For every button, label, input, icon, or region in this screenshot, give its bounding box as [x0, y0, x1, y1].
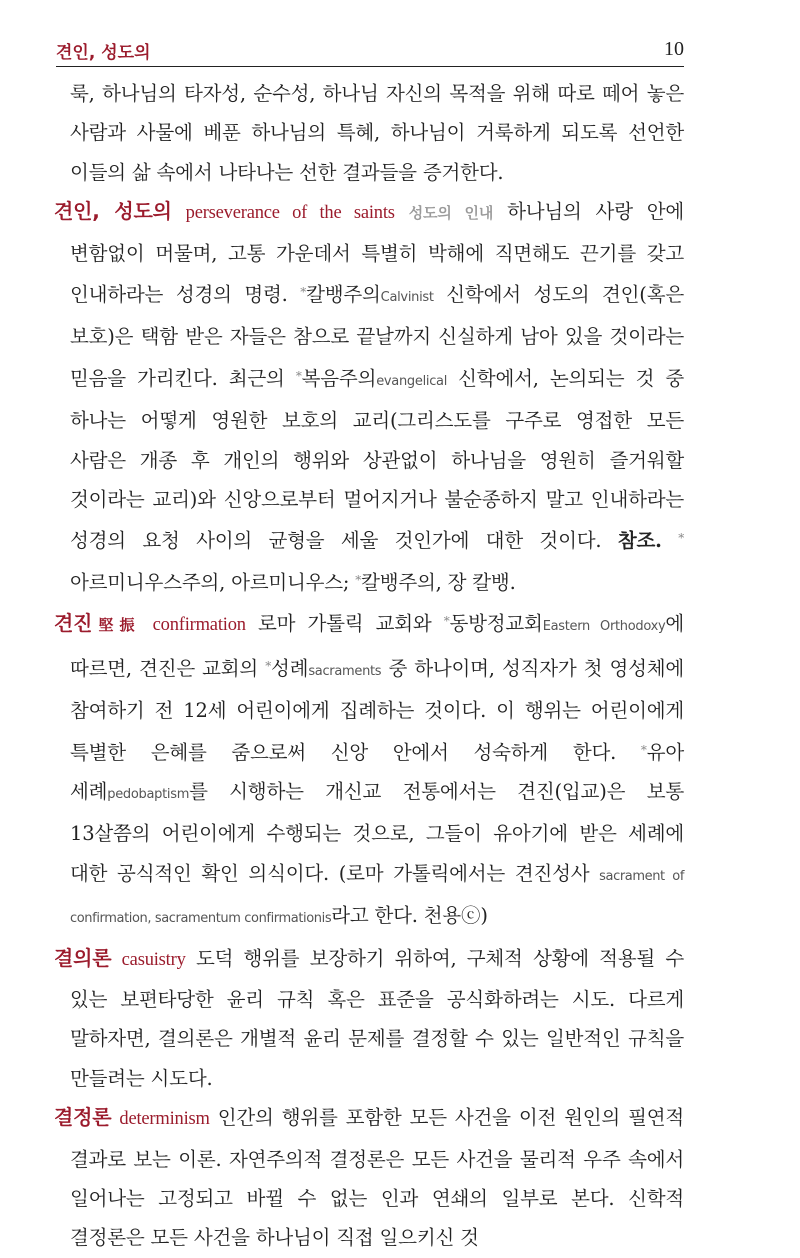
entry-text: 중 하나이며, 성직자가 첫 영성체에 참여하기 전 12세 어린이에게 집례하는 것이다. 이 행위는 어린이에게 특별한 은혜를 줌으로써 신앙 안에서 성숙하게 한다. [70, 656, 685, 764]
cross-ref-marker: * [355, 572, 362, 587]
entry-variant: 성도의 인내 [408, 204, 494, 223]
entry-text: 신학에서 성도의 견인(혹은 보호)은 택함 받은 자들은 참으로 끝날까지 신실하게 남아 있을 것이라는 믿음을 가리킨다. 최근의 [70, 283, 684, 390]
entry-casuistry [54, 939, 684, 1099]
page-header [56, 38, 684, 68]
entry-determinism [54, 1098, 684, 1258]
cross-ref-link[interactable]: 복음주의 [301, 366, 377, 390]
cross-ref-link[interactable]: 칼뱅주의, 장 칼뱅. [361, 570, 516, 594]
entry-perseverance [54, 192, 684, 602]
entry-text: 라고 한다. 천용ⓒ) [331, 904, 488, 928]
cross-ref-marker: * [295, 368, 302, 383]
cross-ref-english: evangelical [376, 373, 448, 389]
entry-text: 로마 가톨릭 교회와 [258, 612, 432, 636]
entry-english: determinism [119, 1109, 210, 1130]
cross-ref-link[interactable]: 칼뱅주의 [306, 283, 381, 307]
entry-text: 도덕 행위를 보장하기 위하여, 구체적 상황에 적용될 수 있는 보편타당한 윤리 규칙 혹은 표준을 공식화하려는 시도. 다르게 말하자면, 결의론은 개별적 윤리 문제를 결정할 수 있는 일반적인 규칙을 만들려는 시도다. [70, 946, 684, 1090]
dictionary-body [54, 74, 684, 1258]
entry-text: 신학에서, 논의되는 것 중 하나는 어떻게 영원한 보호의 교리(그리스도를 구주로 영접한 모든 사람은 개종 후 개인의 행위와 상관없이 하나님을 영원히 즐거워할 것이라는 교리)와 신앙으로부터 멀어지거나 불순종하지 말고 인내하라는 성경의 요청 사이의 균형을 세울 것인가에 대한 것이다. [70, 366, 684, 553]
header-rule [56, 66, 684, 67]
entry-text: 인간의 행위를 포함한 모든 사건을 이전 원인의 필연적 결과로 보는 이론. 자연주의적 결정론은 모든 사건을 물리적 우주 속에서 일어나는 고정되고 바뀔 수 없는 인과 연쇄의 일부로 본다. 신학적 결정론은 모든 사건을 하나님이 직접 일으키신 것 [70, 1106, 685, 1250]
latin-term: sacrament of confirmation, sacramentum confirmationis [70, 868, 684, 927]
running-head: 견인, 성도의 [56, 43, 151, 63]
entry-english: casuistry [121, 949, 186, 970]
cross-ref-marker: * [640, 742, 647, 757]
entry-text: 하나님의 사랑 안에 변함없이 머물며, 고통 가운데서 특별히 박해에 직면해도 끈기를 갖고 인내하라는 성경의 명령. [70, 200, 685, 307]
entry-term: 견진 [54, 611, 93, 636]
cross-ref-link[interactable]: 성례 [271, 656, 309, 680]
entry-continuation [54, 74, 684, 192]
entry-text: 에 따르면, 견진은 교회의 [70, 612, 685, 680]
cross-ref-marker: * [678, 531, 685, 546]
entry-term: 결의론 [54, 945, 112, 970]
cross-ref-link[interactable]: 유아 세례 [70, 740, 684, 803]
cross-ref-english: pedobaptism [107, 786, 190, 802]
entry-confirmation [54, 602, 684, 938]
entry-term: 견인, 성도의 [54, 199, 172, 224]
continuation-text: 룩, 하나님의 타자성, 순수성, 하나님 자신의 목적을 위해 따로 떼어 놓은 사람과 사물에 베푼 하나님의 특혜, 하나님이 거룩하게 되도록 선언한 이들의 삶 속에서 나타나는 선한 결과들을 증거한다. [70, 82, 684, 184]
entry-term: 결정론 [54, 1105, 112, 1130]
cross-ref-english: sacraments [308, 663, 382, 679]
cross-ref-marker: * [265, 658, 272, 673]
entry-text: 를 시행하는 개신교 전통에서는 견진(입교)은 보통 13살쯤의 어린이에게 수행되는 것으로, 그들이 유아기에 받은 세례에 대한 공식적인 확인 의식이다. (로마 가톨릭에서는 견진성사 [70, 779, 684, 885]
cross-ref-english: Calvinist [380, 290, 434, 306]
entry-english: perseverance of the saints [185, 203, 395, 224]
cross-ref-marker: * [443, 614, 450, 629]
cross-ref-link[interactable]: 아르미니우스주의, 아르미니우스; [70, 570, 350, 594]
cross-ref-marker: * [300, 285, 307, 300]
entry-english: confirmation [152, 615, 246, 636]
see-also-label: 참조. [617, 529, 662, 553]
page-number: 10 [664, 38, 684, 60]
cross-ref-link[interactable]: 동방정교회 [449, 612, 543, 636]
entry-hanja: 堅振 [92, 616, 141, 635]
cross-ref-english: Eastern Orthodoxy [542, 619, 666, 635]
